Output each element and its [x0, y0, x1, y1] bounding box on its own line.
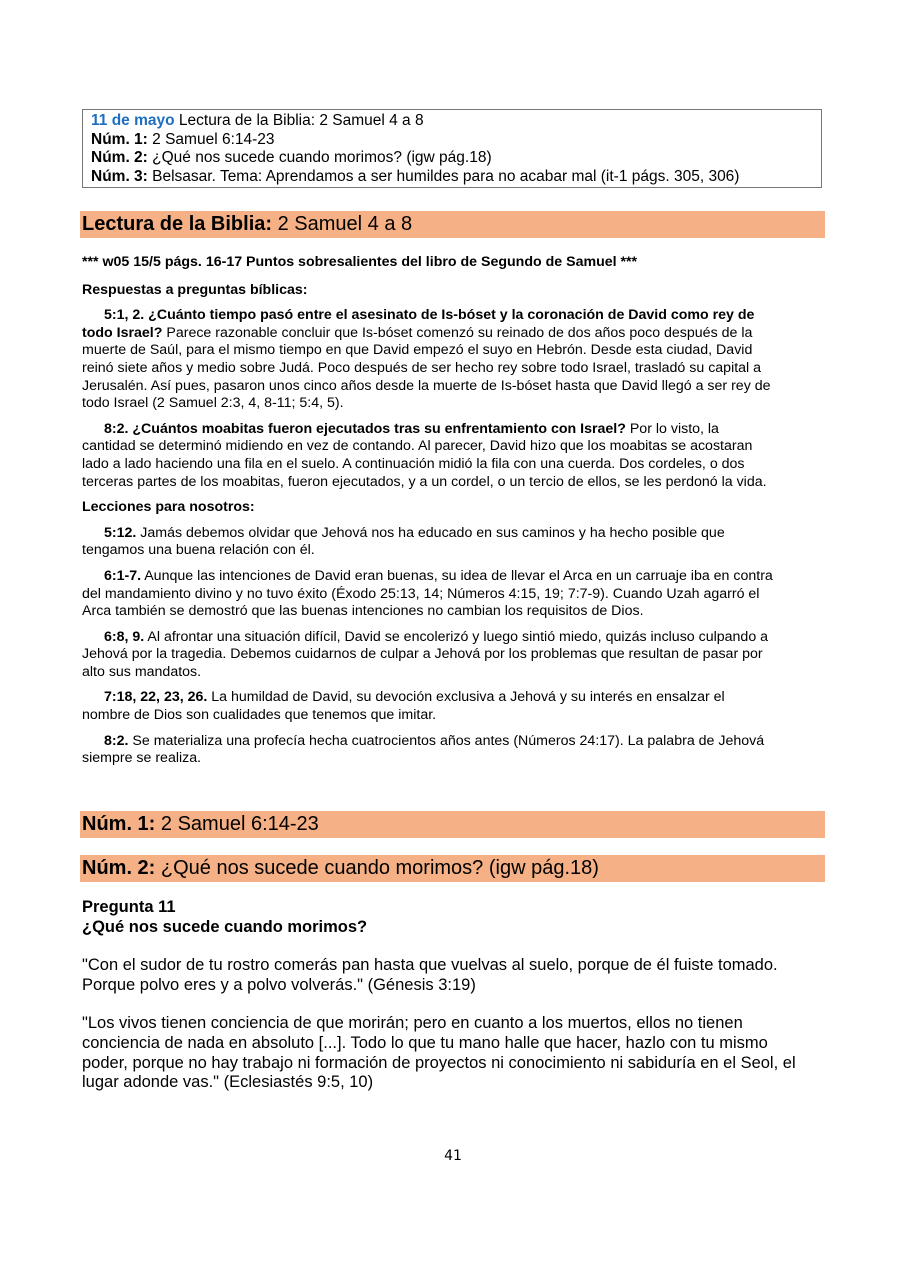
bold-lead: 5:1, 2. ¿Cuánto tiempo pasó entre el asesinato de Is-bóset y la coronación de David como rey de: [104, 307, 755, 324]
bold-lead: 8:2. ¿Cuántos moabitas fueron ejecutados tras su enfrentamiento con Israel?: [104, 420, 626, 437]
lessons-list: [82, 525, 824, 768]
section-heading-text: ¿Qué nos sucede cuando morimos? (igw pág.18): [160, 857, 599, 879]
paragraph-line: 6:8, 9. Al afrontar una situación difícil, David se encolerizó y luego sintió miedo, quizás incluso culpando a: [104, 628, 769, 645]
paragraph-line: Jerusalén. Así pues, pasaron unos cinco años desde la muerte de Is-bóset hasta que David llegó a ser rey de: [82, 377, 771, 394]
paragraph-line: siempre se realiza.: [82, 750, 202, 767]
summary-item-label: Núm. 1:: [91, 130, 148, 148]
section-heading-label: Núm. 1:: [82, 813, 156, 835]
quote-line: poder, porque no hay trabajo ni formación de proyectos ni conocimiento ni sabiduría en el Seol, el: [82, 1053, 796, 1072]
assignment-summary-box: [82, 109, 822, 188]
paragraph-line: lado a lado haciendo una fila en el suelo. A continuación midió la fila con una cuerda. Dos cordeles, o dos: [82, 455, 745, 472]
paragraph-line: 8:2. Se materializa una profecía hecha cuatrocientos años antes (Números 24:17). La palabra de Jehová: [104, 732, 765, 749]
paragraph-line: terceras partes de los moabitas, fueron ejecutados, y a un cordel, o un tercio de ellos, se les perdonó la vida.: [82, 473, 767, 490]
bold-lead: 6:1-7.: [104, 567, 142, 584]
lesson-item: [82, 629, 824, 682]
section-heading-label: Núm. 2:: [82, 857, 156, 879]
summary-item-label: Núm. 3:: [91, 167, 148, 185]
lesson-item: [82, 525, 824, 560]
paragraph-line: todo Israel (2 Samuel 2:3, 4, 8-11; 5:4, 5).: [82, 395, 344, 412]
section-heading-assignment-2: [80, 855, 825, 882]
paragraph-line: muerte de Saúl, para el mismo tiempo en que David empezó el suyo en Hebrón. Desde esta ciudad, David: [82, 342, 753, 359]
quote-ecclesiastes: [82, 1014, 824, 1092]
summary-item-text: ¿Qué nos sucede cuando morimos? (igw pág.18): [152, 149, 492, 167]
summary-reading: Lectura de la Biblia: 2 Samuel 4 a 8: [178, 112, 424, 129]
lessons-heading: Lecciones para nosotros:: [82, 499, 255, 516]
article-body: [82, 254, 824, 776]
paragraph-line: 6:1-7. Aunque las intenciones de David eran buenas, su idea de llevar el Arca en un carruaje iba en contra: [104, 567, 773, 584]
lesson-item: [82, 733, 824, 768]
summary-reading-line: [91, 112, 813, 131]
page-number: 41: [444, 1148, 462, 1164]
paragraph-line: 8:2. ¿Cuántos moabitas fueron ejecutados tras su enfrentamiento con Israel? Por lo visto, la: [104, 420, 719, 437]
paragraph-line: Jehová por la tragedia. Debemos cuidarnos de culpar a Jehová por los problemas que resultan de pasar por: [82, 646, 763, 663]
quote-line: "Los vivos tienen conciencia de que morirán; pero en cuanto a los muertos, ellos no tienen: [82, 1014, 743, 1033]
question-block: [82, 898, 824, 1093]
qa-list: [82, 307, 824, 491]
summary-item-2: [91, 149, 813, 168]
lesson-item: [82, 568, 824, 621]
paragraph-line: reinó siete años y medio sobre Judá. Poco después de ser hecho rey sobre todo Israel, trasladó su capital a: [82, 359, 762, 376]
paragraph-line: 7:18, 22, 23, 26. La humildad de David, su devoción exclusiva a Jehová y su interés en ensalzar el: [104, 689, 725, 706]
summary-date: 11 de mayo: [91, 112, 175, 129]
paragraph-line: tengamos una buena relación con él.: [82, 542, 315, 559]
paragraph-line: 5:12. Jamás debemos olvidar que Jehová nos ha educado en sus caminos y ha hecho posible que: [104, 524, 725, 541]
summary-item-3: [91, 168, 813, 187]
bold-lead: 5:12.: [104, 524, 137, 541]
section-heading-text: 2 Samuel 4 a 8: [277, 213, 413, 235]
bold-lead: todo Israel?: [82, 324, 163, 341]
paragraph-line: nombre de Dios son cualidades que tenemos que imitar.: [82, 707, 437, 724]
qa-item: [82, 421, 824, 491]
summary-item-text: 2 Samuel 6:14-23: [152, 130, 275, 148]
question-number: Pregunta 11: [82, 898, 176, 916]
section-heading-assignment-1: [80, 811, 825, 838]
section-heading-text: 2 Samuel 6:14-23: [160, 813, 319, 835]
paragraph-line: cantidad se determinó midiendo en vez de contando. Al parecer, David hizo que los moabitas se acostaran: [82, 438, 753, 455]
summary-item-1: [91, 131, 813, 150]
quote-line: Porque polvo eres y a polvo volverás." (Génesis 3:19): [82, 975, 476, 994]
paragraph-line: alto sus mandatos.: [82, 663, 202, 680]
section-heading-label: Lectura de la Biblia:: [82, 213, 273, 235]
summary-item-label: Núm. 2:: [91, 149, 148, 167]
answers-heading: Respuestas a preguntas bíblicas:: [82, 281, 308, 298]
summary-item-text: Belsasar. Tema: Aprendamos a ser humildes para no acabar mal (it-1 págs. 305, 306): [152, 167, 740, 185]
paragraph-line: del mandamiento divino y no tuvo éxito (Éxodo 25:13, 14; Números 4:15, 19; 7:7-9). Cuando Uzah agarró el: [82, 585, 760, 602]
paragraph-line: Arca también se demostró que las buenas intenciones no cambian los requisitos de Dios.: [82, 603, 644, 620]
question-title: ¿Qué nos sucede cuando morimos?: [82, 917, 368, 936]
paragraph-line: todo Israel? Parece razonable concluir que Is-bóset comenzó su reinado de dos años poco después de la: [82, 324, 753, 341]
qa-item: [82, 307, 824, 413]
article-source: *** w05 15/5 págs. 16-17 Puntos sobresalientes del libro de Segundo de Samuel ***: [82, 254, 638, 270]
quote-line: lugar adonde vas." (Eclesiastés 9:5, 10): [82, 1073, 374, 1092]
section-heading-bible-reading: [80, 211, 825, 238]
bold-lead: 7:18, 22, 23, 26.: [104, 689, 208, 706]
quote-line: conciencia de nada en absoluto [...]. Todo lo que tu mano halle que hacer, hazlo con tu mismo: [82, 1033, 768, 1052]
paragraph-line: [82, 307, 824, 325]
lesson-item: [82, 689, 824, 724]
bold-lead: 8:2.: [104, 732, 129, 749]
quote-line: "Con el sudor de tu rostro comerás pan hasta que vuelvas al suelo, porque de él fuiste tomado.: [82, 956, 778, 975]
quote-genesis: [82, 956, 824, 995]
bold-lead: 6:8, 9.: [104, 628, 145, 645]
